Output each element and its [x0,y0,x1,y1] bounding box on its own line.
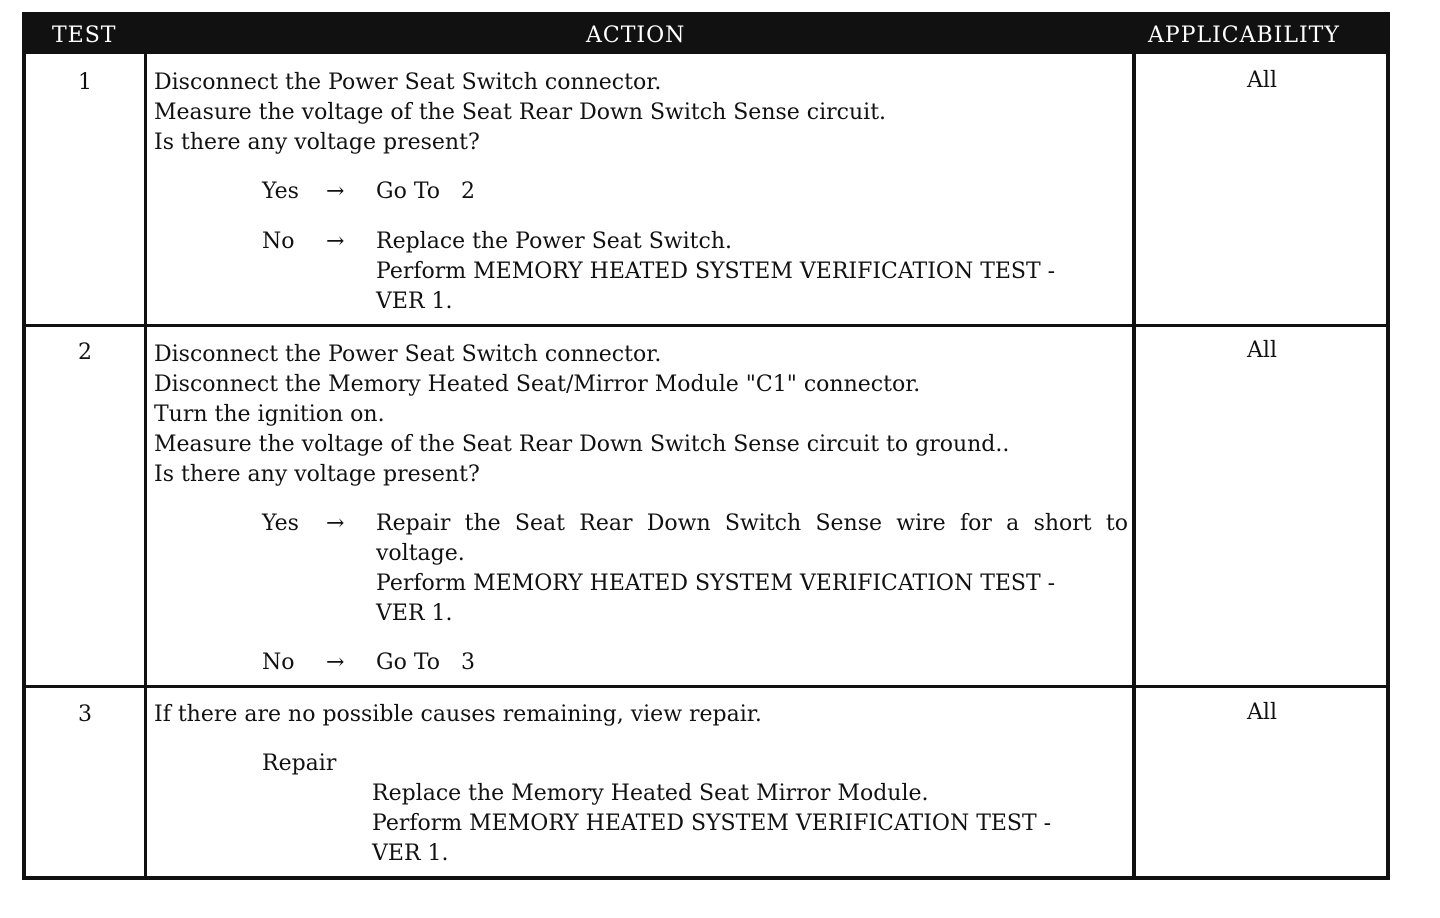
row-divider-1 [26,324,1386,327]
header-test: TEST [52,23,117,48]
result-line: VER 1. [376,289,453,314]
yes-result: Go To 2 [376,179,475,204]
yes-label: Yes [262,179,299,204]
header-action: ACTION [586,23,686,48]
action-steps [154,340,1009,490]
yes-result [376,509,1128,629]
result-line: VER 1. [376,601,453,626]
no-label: No [262,650,295,675]
result-line: Perform MEMORY HEATED SYSTEM VERIFICATION TEST - [372,811,1052,836]
action-step: Disconnect the Power Seat Switch connector. [154,342,662,367]
action-step: Measure the voltage of the Seat Rear Down Switch Sense circuit to ground.. [154,432,1010,457]
result-line: Perform MEMORY HEATED SYSTEM VERIFICATION TEST - [376,571,1056,596]
repair-result [372,779,1051,869]
no-result: Go To 3 [376,650,475,675]
result-line: voltage. [376,541,465,566]
arrow-icon: → [326,179,345,204]
diagnostic-test-table [22,12,1390,880]
result-line: Repair the Seat Rear Down Switch Sense wire for a short to [376,511,1128,536]
no-result [376,227,1055,317]
result-line: Replace the Memory Heated Seat Mirror Module. [372,781,929,806]
header-applicability: APPLICABILITY [1148,23,1340,48]
table-header [26,16,1386,54]
action-step: Disconnect the Power Seat Switch connector. [154,70,662,95]
applicability-value: All [1247,700,1277,725]
result-line: Replace the Power Seat Switch. [376,229,732,254]
action-step: Is there any voltage present? [154,462,480,487]
result-line: Perform MEMORY HEATED SYSTEM VERIFICATION TEST - [376,259,1056,284]
arrow-icon: → [326,650,345,675]
test-number: 3 [78,702,92,727]
arrow-icon: → [326,229,345,254]
applicability-value: All [1247,68,1277,93]
action-step: Turn the ignition on. [154,402,385,427]
result-line: VER 1. [372,841,449,866]
repair-label: Repair [262,751,337,776]
action-step: If there are no possible causes remaining, view repair. [154,702,762,727]
column-divider-applicability [1132,54,1136,880]
action-steps [154,68,886,158]
row-divider-2 [26,685,1386,688]
action-step: Disconnect the Memory Heated Seat/Mirror Module "C1" connector. [154,372,921,397]
test-number: 1 [78,70,92,95]
column-divider-test [144,54,147,880]
arrow-icon: → [326,511,345,536]
test-number: 2 [78,340,92,365]
action-step: Is there any voltage present? [154,130,480,155]
no-label: No [262,229,295,254]
yes-label: Yes [262,511,299,536]
action-step: Measure the voltage of the Seat Rear Down Switch Sense circuit. [154,100,887,125]
applicability-value: All [1247,338,1277,363]
